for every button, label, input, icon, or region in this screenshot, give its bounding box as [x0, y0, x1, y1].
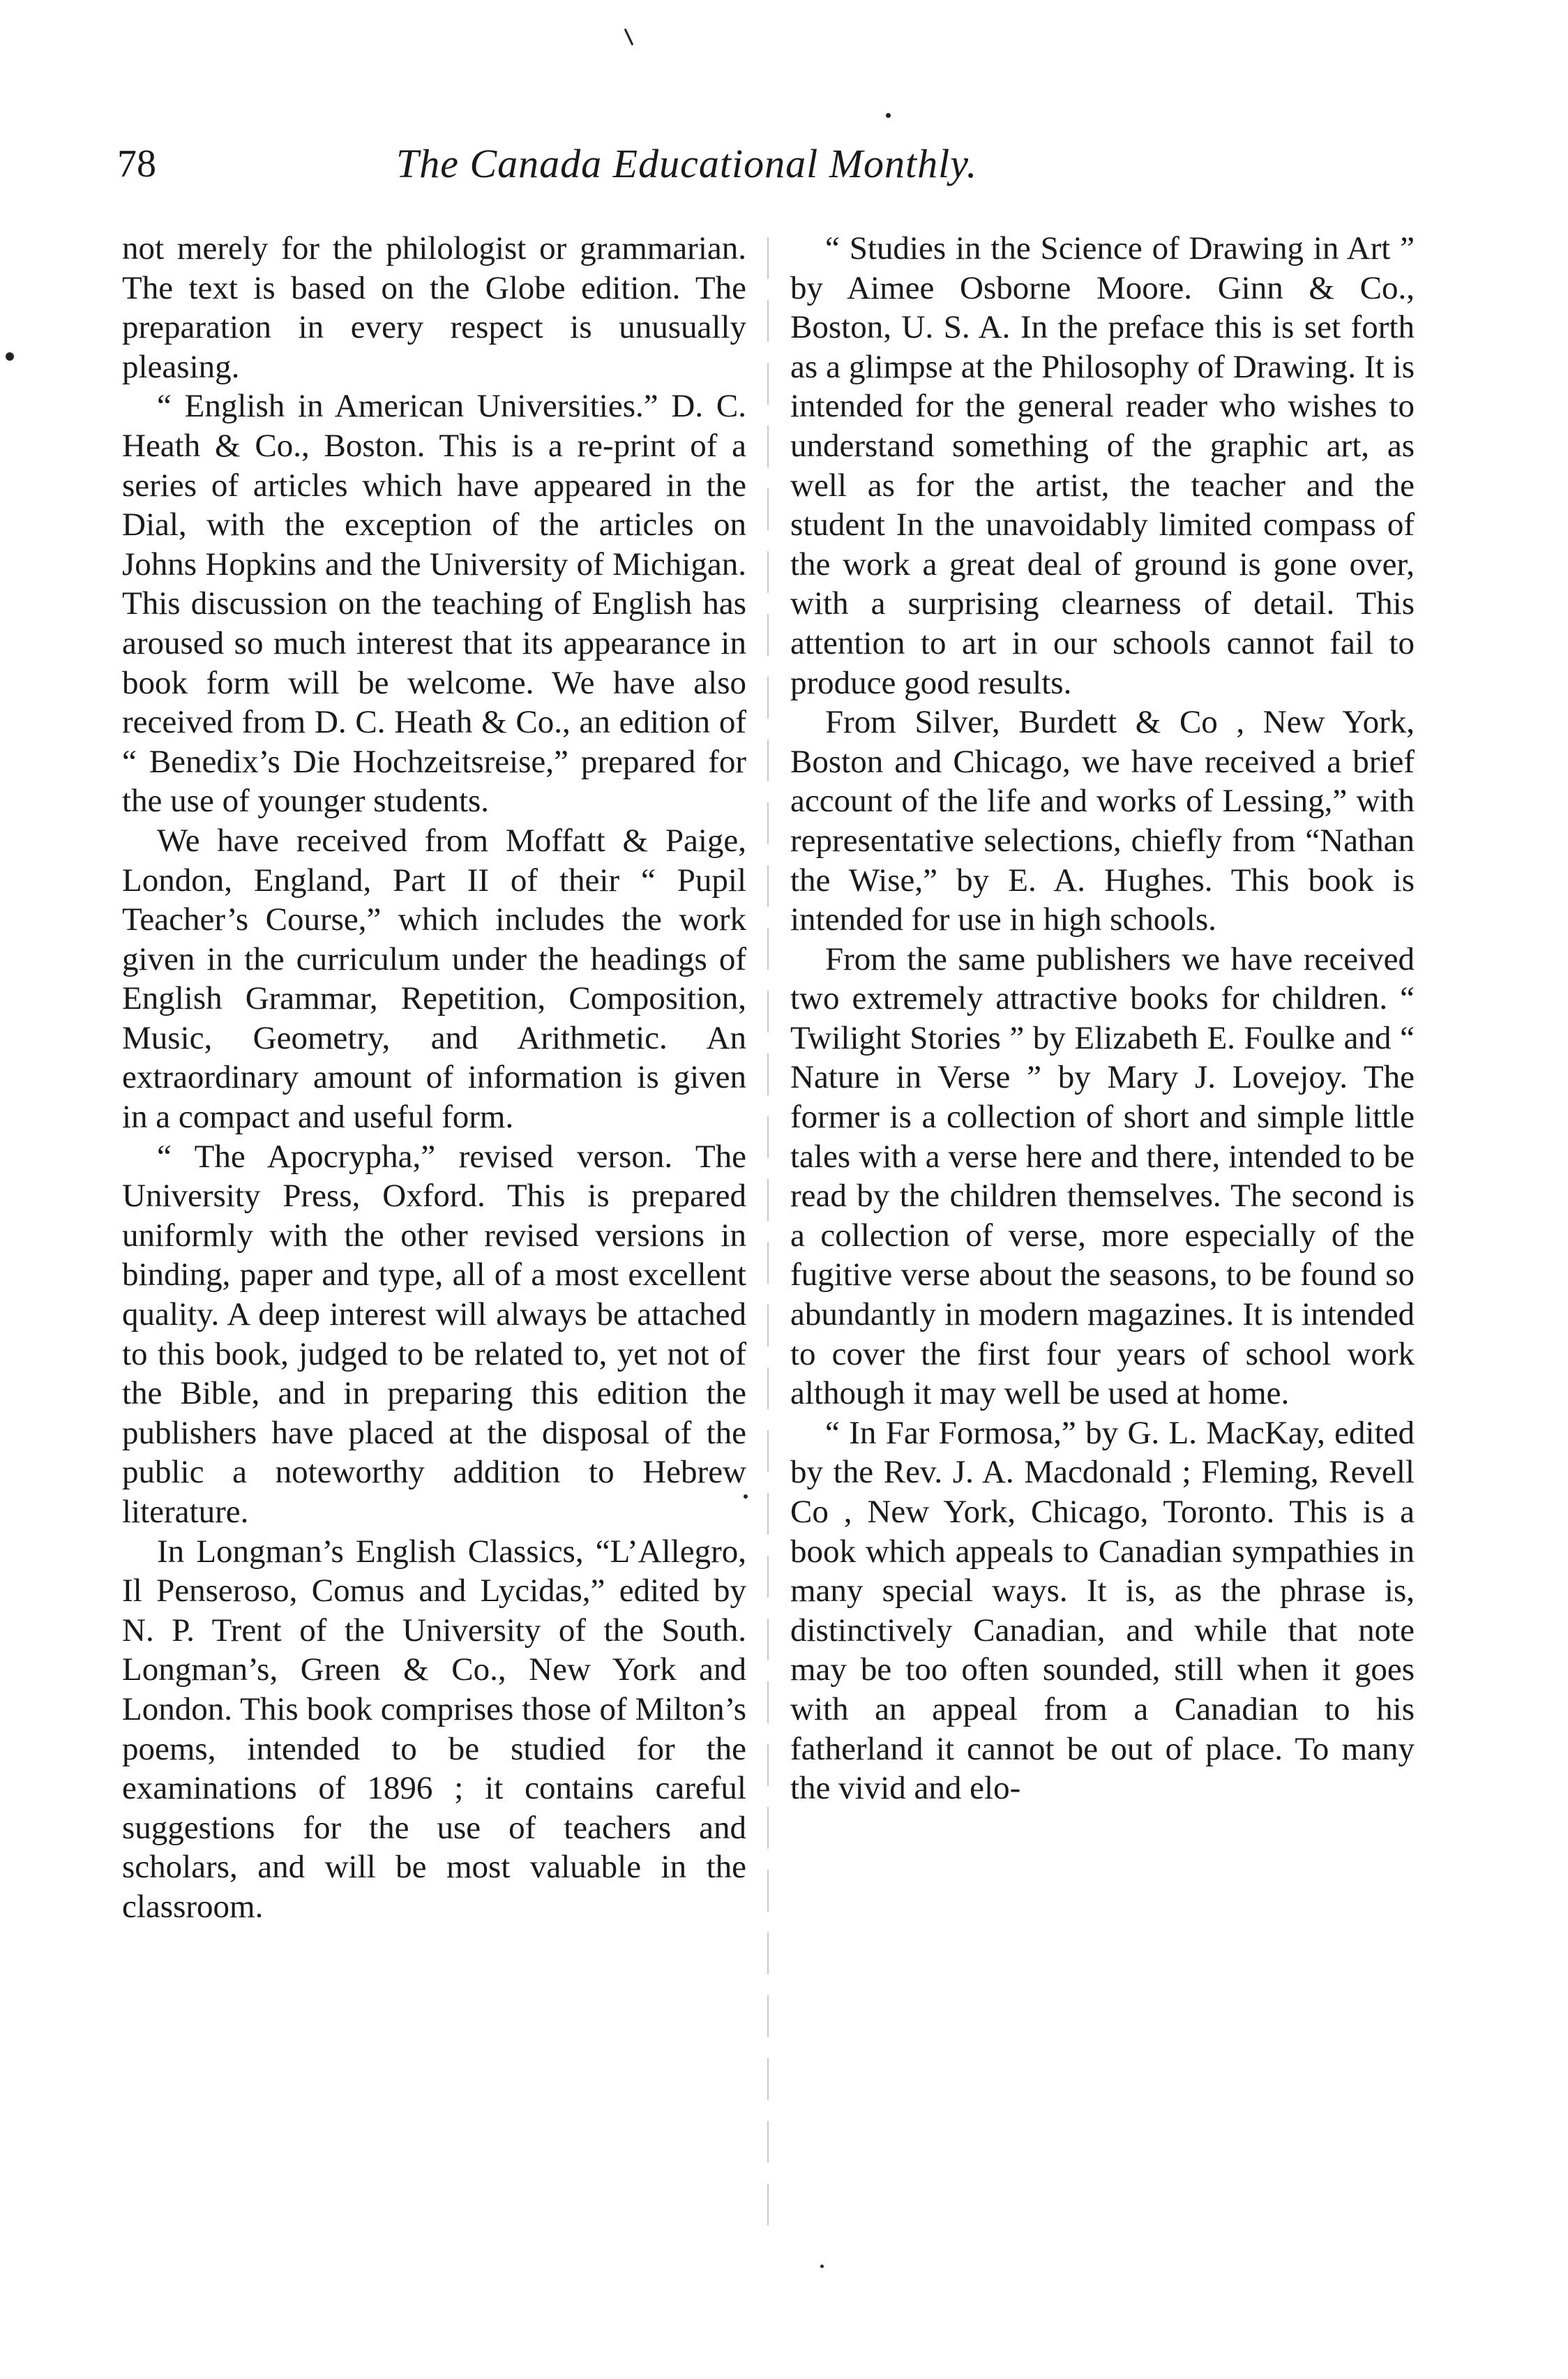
- paragraph: In Longman’s English Classics, “L’Allegro, Il Penseroso, Comus and Lycidas,” edited by N. P. Trent of the University of the South. Longman’s, Green & Co., New York and London. This book comprises those of Milton’s poems, intended to be studied for the examinations of 1896 ; it contains careful suggestions for the use of teachers and scholars, and will be most valuable in the classroom.: [122, 1533, 746, 1925]
- page-number: 78: [117, 142, 156, 186]
- column-divider: [767, 237, 769, 2246]
- right-column: [790, 229, 1415, 1808]
- paragraph: “ Studies in the Science of Drawing in Art ” by Aimee Osborne Moore. Ginn & Co., Boston, U. S. A. In the preface this is set forth as a glimpse at the Philosophy of Drawing. It is intended for the general reader who wishes to understand something of the graphic art, as well as for the artist, the teacher and the student In the unavoidably limited compass of the work a great deal of ground is gone over, with a surprising clearness of detail. This attention to art in our schools cannot fail to produce good results.: [790, 230, 1415, 701]
- running-head: The Canada Educational Monthly.: [396, 141, 978, 186]
- paragraph: From Silver, Burdett & Co , New York, Boston and Chicago, we have received a brief account of the life and works of Lessing,” with representative selections, chiefly from “Nathan the Wise,” by E. A. Hughes. This book is intended for use in high schools.: [790, 704, 1415, 938]
- scan-speck: [820, 2265, 824, 2268]
- paragraph: “ In Far Formosa,” by G. L. MacKay, edited by the Rev. J. A. Macdonald ; Fleming, Revell Co , New York, Chicago, Toronto. This is a book which appeals to Canadian sympathies in many special ways. It is, as the phrase is, distinctively Canadian, and while that note may be too often sounded, still when it goes with an appeal from a Canadian to his fatherland it cannot be out of place. To many the vivid and elo-: [790, 1414, 1415, 1807]
- paragraph: From the same publishers we have received two extremely attractive books for children. “ Twilight Stories ” by Elizabeth E. Foulke and “ Nature in Verse ” by Mary J. Lovejoy. The former is a collection of short and simple little tales with a verse here and there, intended to be read by the children themselves. The second is a collection of verse, more especially of the fugitive verse about the seasons, to be found so abundantly in modern magazines. It is intended to cover the first four years of school work although it may well be used at home.: [790, 940, 1415, 1412]
- paragraph: “ The Apocrypha,” revised verson. The University Press, Oxford. This is prepared uniformly with the other revised versions in binding, paper and type, all of a most excellent quality. A deep interest will always be attached to this book, judged to be related to, yet not of the Bible, and in preparing this edition the publishers have placed at the disposal of the public a noteworthy addition to Hebrew literature.: [122, 1138, 746, 1530]
- scan-speck: [886, 113, 891, 118]
- paragraph: not merely for the philologist or grammarian. The text is based on the Globe edition. The preparation in every respect is unusually pleasing.: [122, 230, 746, 385]
- scan-speck: [6, 352, 14, 361]
- page-header: [117, 140, 1418, 195]
- scan-speck: [624, 29, 634, 46]
- paragraph: We have received from Moffatt & Paige, London, England, Part II of their “ Pupil Teacher’s Course,” which includes the work given in the curriculum under the headings of English Grammar, Repetition, Composition, Music, Geometry, and Arithmetic. An extraordinary amount of information is given in a compact and useful form.: [122, 822, 746, 1136]
- left-column: [122, 229, 746, 1927]
- paragraph: “ English in American Universities.” D. C. Heath & Co., Boston. This is a re-print of a series of articles which have appeared in the Dial, with the exception of the articles on Johns Hopkins and the University of Michigan. This discussion on the teaching of English has aroused so much interest that its appearance in book form will be welcome. We have also received from D. C. Heath & Co., an edition of “ Benedix’s Die Hochzeitsreise,” prepared for the use of younger students.: [122, 388, 746, 820]
